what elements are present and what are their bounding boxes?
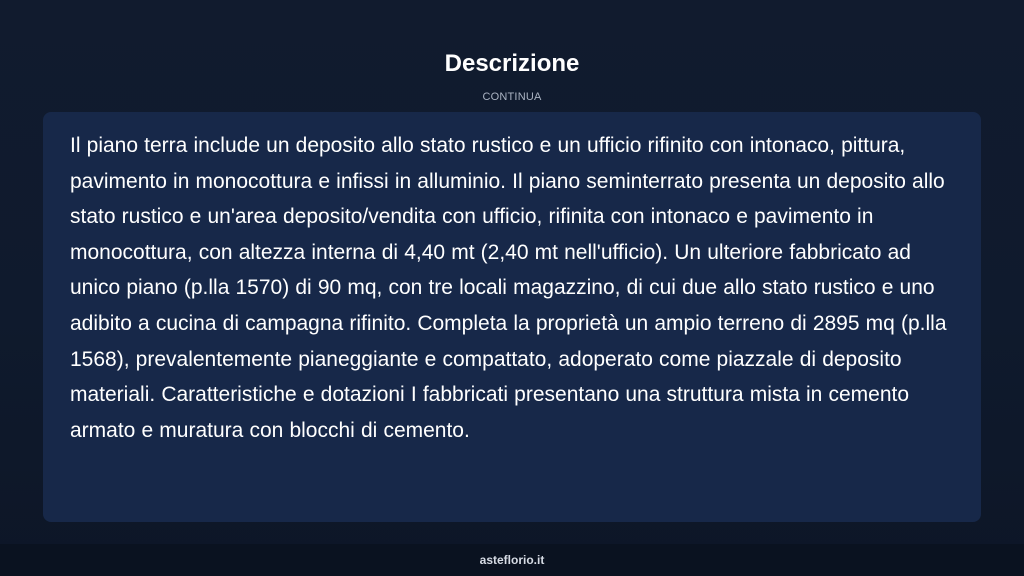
page-title: Descrizione — [444, 50, 580, 77]
description-card — [43, 112, 981, 522]
description-text: Il piano terra include un deposito allo stato rustico e un ufficio rifinito con intonaco, pittura, pavimento in monocottura e infissi in alluminio. Il piano seminterrato presenta un deposito allo stato rustico e un'area deposito/vendita con ufficio, rifinita con intonaco e pavimento in monocottura, con altezza interna di 4,40 mt (2,40 mt nell'ufficio). Un ulteriore fabbricato ad unico piano (p.lla 1570) di 90 mq, con tre locali magazzino, di cui due allo stato rustico e uno adibito a cucina di campagna rifinito. Completa la proprietà un ampio terreno di 2895 mq (p.lla 1568), prevalentemente pianeggiante e compattato, adoperato come piazzale di deposito materiali. Caratteristiche e dotazioni I fabbricati presentano una struttura mista in cemento armato e muratura con blocchi di cemento. — [70, 134, 947, 442]
footer-bar — [0, 544, 1024, 576]
footer-site-name: asteflorio.it — [479, 553, 545, 567]
page-subtitle: CONTINUA — [482, 91, 542, 103]
